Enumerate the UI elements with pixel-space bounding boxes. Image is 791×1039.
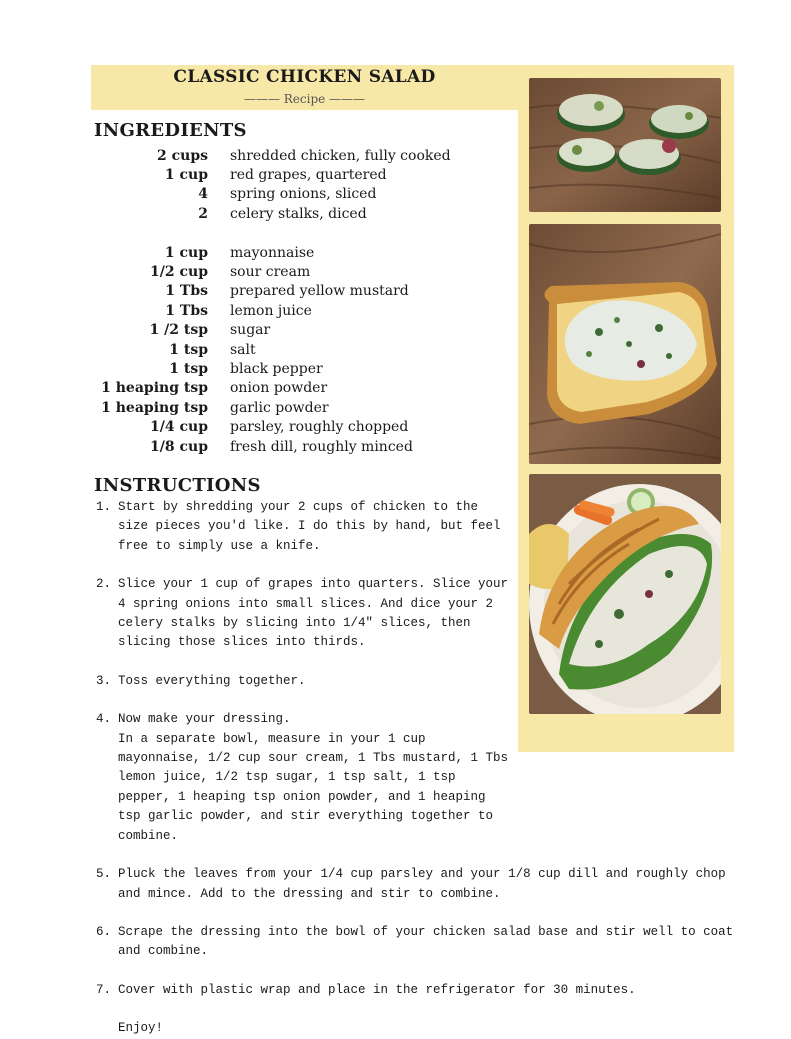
- ingredient-amount: 1 Tbs: [165, 283, 208, 300]
- instruction-step: [96, 981, 736, 1039]
- step-text: Slice your 1 cup of grapes into quarters. Slice your 4 spring onions into small slices. And dice your 2 celery stalks by slicing into 1/4" slices, then slicing those slices into thirds.: [118, 577, 509, 650]
- ingredient-amount: 1 Tbs: [165, 302, 208, 319]
- ingredient-name: fresh dill, roughly minced: [230, 438, 413, 455]
- step-text: Cover with plastic wrap and place in the refrigerator for 30 minutes.: [118, 982, 636, 997]
- ingredient-row: [94, 417, 514, 436]
- ingredient-amount: 1/2 cup: [150, 264, 208, 281]
- step-number: 1.: [96, 500, 112, 514]
- ingredient-amount: 1 cup: [164, 167, 208, 184]
- step-number: 6.: [96, 924, 112, 939]
- ingredient-name: red grapes, quartered: [230, 167, 387, 184]
- ingredients-heading: INGREDIENTS: [94, 120, 247, 141]
- instruction-step: [96, 498, 513, 556]
- ingredient-name: prepared yellow mustard: [230, 283, 409, 300]
- ingredient-amount: 1 /2 tsp: [149, 322, 208, 339]
- ingredient-row: [94, 437, 514, 456]
- ingredient-row: [94, 359, 514, 378]
- ingredient-amount: 1 heaping tsp: [101, 399, 208, 416]
- ingredient-row: [94, 146, 514, 165]
- ingredient-name: sugar: [230, 322, 271, 339]
- ingredient-row: [94, 340, 514, 359]
- ingredient-row: [94, 185, 514, 204]
- ingredient-name: lemon juice: [230, 302, 312, 319]
- ingredient-row: [94, 301, 514, 320]
- ingredient-name: shredded chicken, fully cooked: [230, 147, 451, 164]
- step-text: Start by shredding your 2 cups of chicken to the size pieces you'd like. I do this by hand, but feel free to simply use a knife.: [118, 500, 501, 553]
- ingredient-name: salt: [230, 341, 256, 358]
- instruction-step: [96, 575, 513, 653]
- step-number: 7.: [96, 982, 112, 997]
- step-number: 2.: [96, 577, 112, 592]
- recipe-title: CLASSIC CHICKEN SALAD: [173, 67, 436, 87]
- ingredient-name: parsley, roughly chopped: [230, 419, 409, 436]
- ingredient-name: black pepper: [230, 360, 323, 377]
- ingredient-name: mayonnaise: [230, 244, 315, 261]
- ingredient-row: [94, 398, 514, 417]
- ingredient-amount: 1 tsp: [169, 360, 208, 377]
- instructions-heading: INSTRUCTIONS: [94, 475, 261, 496]
- ingredient-amount: 4: [198, 186, 208, 203]
- ingredient-row: [94, 282, 514, 301]
- ingredient-amount: 1/8 cup: [150, 438, 208, 455]
- ingredient-amount: 1 heaping tsp: [101, 380, 208, 397]
- ingredient-row: [94, 262, 514, 281]
- ingredient-row: [94, 165, 514, 184]
- instruction-step: [96, 672, 513, 691]
- ingredient-name: celery stalks, diced: [230, 205, 367, 222]
- ingredient-row: [94, 204, 514, 223]
- step-text: Toss everything together.: [118, 673, 306, 688]
- step-text: In a separate bowl, measure in your 1 cup mayonnaise, 1/2 cup sour cream, 1 Tbs mustard, 1 Tbs lemon juice, 1/2 tsp sugar, 1 tsp salt, 1 tsp pepper, 1 heaping tsp onion powder, and 1 heaping tsp garlic powder, and stir everything together to combine.: [118, 731, 509, 843]
- ingredient-row: [94, 379, 514, 398]
- step-text: Scrape the dressing into the bowl of your chicken salad base and stir well to coat and combine.: [118, 924, 734, 959]
- ingredient-row: [94, 321, 514, 340]
- ingredient-amount: 1 cup: [164, 244, 208, 261]
- instruction-step: [96, 710, 513, 846]
- closing-text: Enjoy!: [118, 1021, 164, 1036]
- croissant-sandwich-photo: [529, 474, 721, 714]
- ingredient-amount: 1/4 cup: [150, 419, 208, 436]
- step-text: Pluck the leaves from your 1/4 cup parsley and your 1/8 cup dill and roughly chop and mince. Add to the dressing and stir to combine.: [118, 867, 726, 901]
- ingredient-amount: 2: [198, 205, 208, 222]
- toast-photo: [529, 224, 721, 464]
- ingredient-list: [94, 146, 514, 456]
- step-number: 5.: [96, 867, 112, 882]
- ingredient-name: onion powder: [230, 380, 328, 397]
- ingredient-name: sour cream: [230, 264, 311, 281]
- step-number: 3.: [96, 673, 112, 688]
- ingredient-amount: 2 cups: [157, 147, 208, 164]
- step-number: 4.: [96, 712, 112, 727]
- ingredient-name: spring onions, sliced: [230, 186, 377, 203]
- ingredient-name: garlic powder: [230, 399, 329, 416]
- cucumber-bites-photo: [529, 78, 721, 212]
- instruction-step: [96, 865, 736, 904]
- ingredient-amount: 1 tsp: [169, 341, 208, 358]
- recipe-subtitle: ——— Recipe ———: [243, 92, 366, 106]
- instruction-step: [96, 923, 736, 962]
- step-text: Now make your dressing.: [118, 712, 291, 727]
- ingredient-row: [94, 243, 514, 262]
